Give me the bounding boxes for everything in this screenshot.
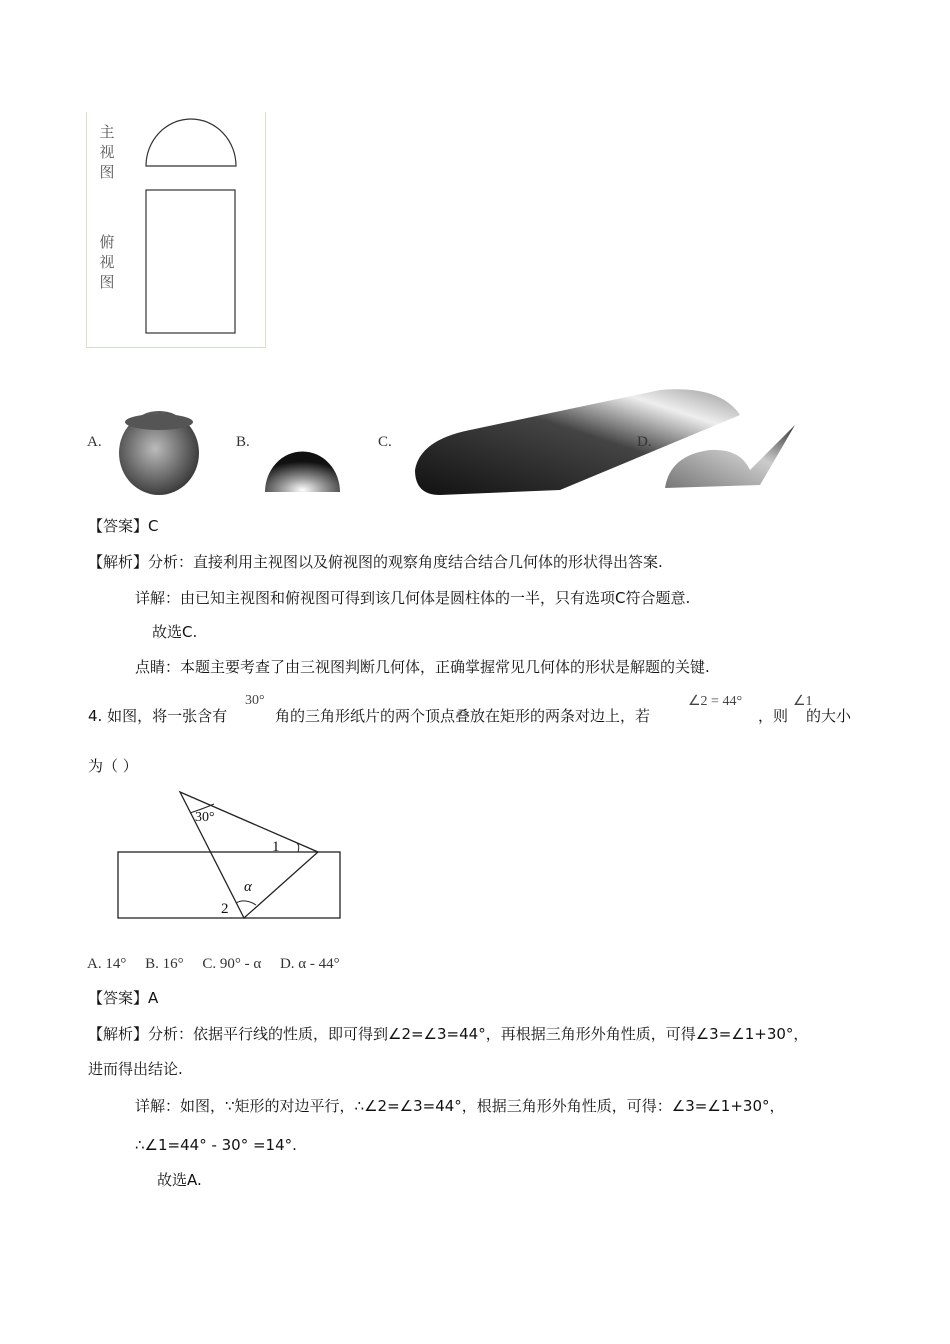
option-a-label: A. <box>87 434 102 450</box>
q3-answer: 【答案】C <box>88 517 159 535</box>
option-d-label: D. <box>637 434 652 450</box>
option-b-label: B. <box>236 434 250 450</box>
option-c-label: C. <box>378 434 392 450</box>
angle-2-label: 2 <box>221 901 229 917</box>
q4-detail-1: 详解：如图，∵矩形的对边平行，∴∠2=∠3=44°，根据三角形外角性质，可得：∠3=∠1+30°， <box>135 1097 785 1115</box>
option-b-hemisphere <box>265 451 340 492</box>
q4-detail-2: ∴∠1=44° - 30° =14°. <box>135 1136 297 1154</box>
q4-options: A. 14° B. 16° C. 90° - α D. α - 44° <box>87 956 340 972</box>
alpha-label: α <box>244 879 252 895</box>
top-view-rectangle <box>146 190 235 333</box>
q4-analysis-2: 进而得出结论. <box>88 1060 183 1078</box>
q3-comment: 点睛：本题主要考查了由三视图判断几何体，正确掌握常见几何体的形状是解题的关键. <box>135 658 710 676</box>
front-view-label: 主视图 <box>99 123 115 181</box>
q3-analysis: 【解析】分析：直接利用主视图以及俯视图的观察角度结合结合几何体的形状得出答案. <box>88 553 663 571</box>
q3-choose: 故选C. <box>152 623 198 641</box>
front-view-semicircle <box>146 119 236 166</box>
angle-30-label: 30° <box>195 810 215 825</box>
q4-answer: 【答案】A <box>88 989 159 1007</box>
q4-choose: 故选A. <box>157 1171 202 1189</box>
top-view-label: 俯视图 <box>99 233 115 291</box>
angle-1-label: 1 <box>272 839 280 855</box>
q4-analysis-1: 【解析】分析：依据平行线的性质，即可得到∠2=∠3=44°，再根据三角形外角性质，可得∠3=∠1+30°， <box>88 1025 809 1043</box>
q3-detail: 详解：由已知主视图和俯视图可得到该几何体是圆柱体的一半，只有选项C符合题意. <box>135 589 691 607</box>
document-page: 主视图 俯视图 30° 1 α 2 A. B. C. D. 【答案】C 【解析】分析：直接利用主视图以及俯视图的观察角度结合结合几何体的形状得出答案. 详解：由已知主视图和俯视图可得到该几何体是圆柱体的一半，只有选项C符合题意. 故选C. 点睛：本题主要考查了由三视图判断几何体，正确掌握常见几何体的形状是解题的关键. 4. 如图，将一张含有 30° 角的三角形纸片的两个顶点叠放在矩形的两条对边上，若 ∠2 = 44° ，则 ∠1 的大小 为（ ） A. 14° B. 16° C. 90° - α D. α - 44° 【答案】A 【解析】分析：依据平行线的性质，即可得到∠2=∠3=44°，再根据三角形外角性质，可得∠3=∠1+30°， 进而得出结论. 详解：如图，∵矩形的对边平行，∴∠2=∠3=44°，根据三角形外角性质，可得：∠3=∠1+30°， ∴∠1=44° - 30° =14°. 故选A. <box>0 0 950 1344</box>
